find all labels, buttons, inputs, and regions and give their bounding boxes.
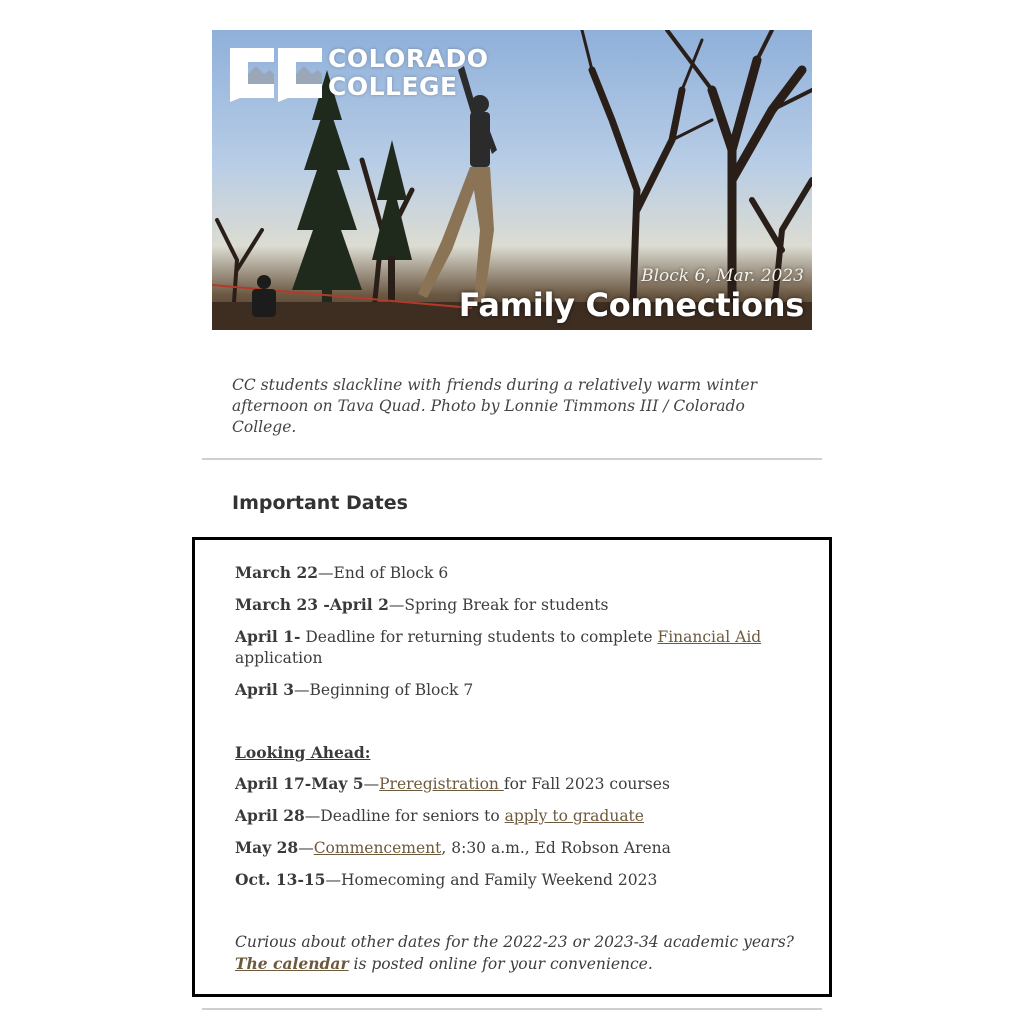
apply-to-graduate-link[interactable]: apply to graduate bbox=[504, 807, 644, 825]
dates-box bbox=[192, 537, 832, 997]
cc-logo-icon bbox=[226, 44, 324, 102]
date-description: Deadline for returning students to complete bbox=[305, 628, 658, 646]
cc-logo-mark bbox=[226, 44, 324, 102]
calendar-link[interactable]: The calendar bbox=[235, 954, 349, 973]
divider bbox=[202, 458, 822, 460]
issue-label: Block 6, Mar. 2023 bbox=[641, 266, 804, 286]
date-label: March 23 -April 2 bbox=[235, 595, 389, 614]
date-row: April 28—Deadline for seniors to apply to graduate bbox=[235, 806, 644, 825]
section-title: Important Dates bbox=[232, 492, 408, 514]
date-label: May 28 bbox=[235, 838, 299, 857]
date-label: April 28 bbox=[235, 806, 305, 825]
date-description: Beginning of Block 7 bbox=[309, 681, 474, 699]
newsletter-title: Family Connections bbox=[458, 286, 804, 324]
date-label: April 3 bbox=[235, 680, 294, 699]
date-description: Spring Break for students bbox=[404, 596, 609, 614]
college-logo bbox=[226, 44, 489, 102]
logo-wordmark bbox=[328, 45, 489, 101]
logo-line-1: COLORADO bbox=[328, 44, 489, 73]
date-row: March 22—End of Block 6 bbox=[235, 563, 449, 582]
date-row: May 28—Commencement, 8:30 a.m., Ed Robson Arena bbox=[235, 838, 671, 857]
hero-image bbox=[212, 30, 812, 330]
preregistration-link[interactable]: Preregistration bbox=[379, 775, 504, 793]
looking-ahead-heading: Looking Ahead: bbox=[235, 743, 371, 762]
divider bbox=[202, 1008, 822, 1010]
date-description: End of Block 6 bbox=[333, 564, 449, 582]
photo-caption: CC students slackline with friends during a relatively warm winter afternoon on Tava Quad. Photo by Lonnie Timmons III / Colorado College. bbox=[232, 376, 758, 436]
date-row: April 1- Deadline for returning students to complete Financial Aid application bbox=[235, 627, 762, 667]
date-label: April 1- bbox=[235, 627, 301, 646]
date-row: March 23 -April 2—Spring Break for students bbox=[235, 595, 609, 614]
date-row: April 17-May 5—Preregistration for Fall 2023 courses bbox=[235, 774, 670, 793]
logo-line-2: COLLEGE bbox=[328, 72, 458, 101]
date-label: Oct. 13-15 bbox=[235, 870, 326, 889]
date-description: Homecoming and Family Weekend 2023 bbox=[340, 871, 658, 889]
calendar-note-question: Curious about other dates for the 2022-23 or 2023-34 academic years? bbox=[235, 933, 794, 951]
commencement-link[interactable]: Commencement bbox=[313, 839, 442, 857]
date-label: March 22 bbox=[235, 563, 319, 582]
calendar-note: Curious about other dates for the 2022-23 or 2023-34 academic years? The calendar is posted online for your convenience. bbox=[235, 933, 794, 973]
date-row: Oct. 13-15—Homecoming and Family Weekend 2023 bbox=[235, 870, 658, 889]
date-row: April 3—Beginning of Block 7 bbox=[235, 680, 474, 699]
date-label: April 17-May 5 bbox=[235, 774, 364, 793]
financial-aid-link[interactable]: Financial Aid bbox=[657, 628, 762, 646]
